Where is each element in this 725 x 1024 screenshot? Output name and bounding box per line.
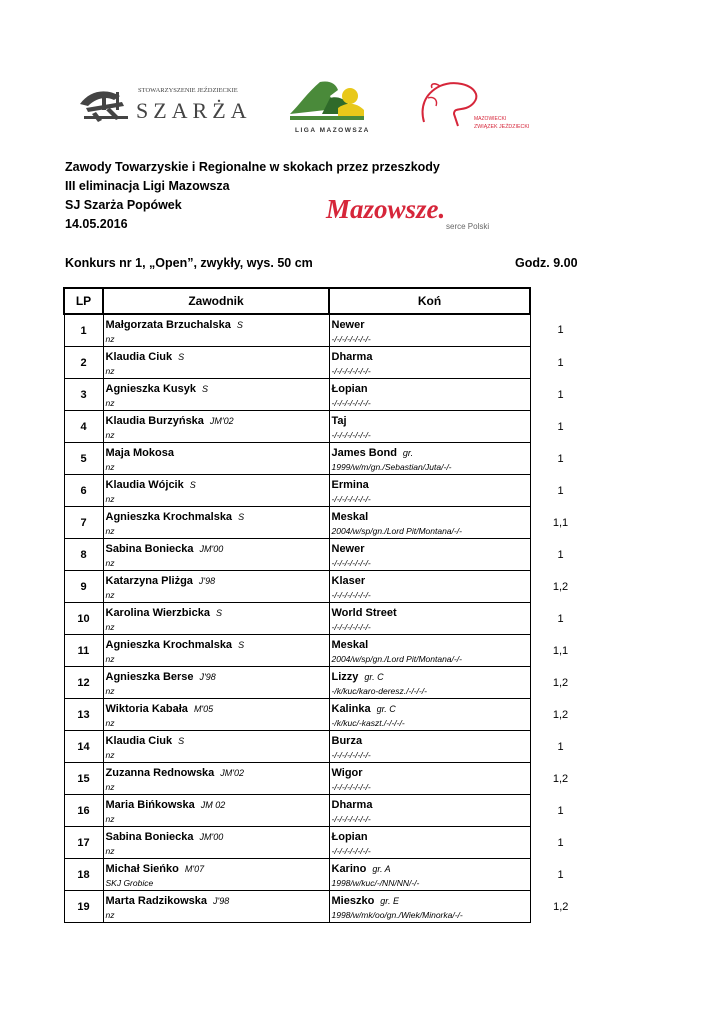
horse-info: -/k/kuc/-kaszt./-/-/-/- [331,718,405,728]
horse-name: Ermina [331,479,369,491]
rider-name: Agnieszka Kusyk [105,383,196,395]
horse-cell [329,411,530,443]
table-row [64,603,591,635]
row-lp: 4 [64,411,103,443]
table-row [64,571,591,603]
rider-club: nz [105,526,115,536]
rider-name: Sabina Boniecka [105,831,194,843]
rider-cell [103,411,329,443]
horse-info: 2004/w/sp/gn./Lord Pit/Montana/-/- [331,526,462,536]
rider-cell [103,859,329,891]
row-lp: 7 [64,507,103,539]
rider-cell [103,379,329,411]
rider-cell [103,763,329,795]
row-result: 1,2 [552,580,569,593]
rider-club: nz [105,398,115,408]
row-result: 1,2 [552,676,569,689]
liga-mazowsza-logo [290,74,368,138]
table-row [64,699,591,731]
table-row [64,827,591,859]
horse-cell [329,379,530,411]
rider-name: Zuzanna Rednowska [105,767,215,779]
row-lp: 8 [64,539,103,571]
horse-cell [329,443,530,475]
row-lp: 10 [64,603,103,635]
rider-cell [103,827,329,859]
rider-cell [103,891,329,923]
rider-cell [103,539,329,571]
horse-cell [329,539,530,571]
horse-name: Karino [331,863,367,875]
table-row [64,891,591,923]
horse-name: Mieszko [331,895,375,907]
rider-name: Agnieszka Berse [105,671,194,683]
row-result: 1 [557,804,564,817]
row-result: 1 [557,868,564,881]
rider-club: nz [105,910,115,920]
horse-info: -/-/-/-/-/-/-/- [331,366,371,376]
row-result: 1,1 [552,516,569,529]
row-lp: 5 [64,443,103,475]
row-result: 1 [557,836,564,849]
rider-cell [103,314,329,347]
row-lp: 3 [64,379,103,411]
horse-name: Łopian [331,831,368,843]
rider-class: S [178,352,185,362]
table-row [64,667,591,699]
competition-time: Godz. 9.00 [515,256,578,270]
rider-club: nz [105,366,115,376]
horse-info: -/-/-/-/-/-/-/- [331,590,371,600]
horse-cell [329,475,530,507]
row-result: 1 [557,740,564,753]
horse-group: gr. C [364,672,384,682]
rider-class: S [215,608,222,618]
table-row [64,379,591,411]
rider-cell [103,795,329,827]
row-lp: 16 [64,795,103,827]
rider-cell [103,347,329,379]
horse-info: 2004/w/sp/gn./Lord Pit/Montana/-/- [331,654,462,664]
rider-name: Karolina Wierzbicka [105,607,210,619]
rider-cell [103,475,329,507]
rider-club: nz [105,334,115,344]
horse-info: 1998/w/kuc/-/NN/NN/-/- [331,878,420,888]
rider-cell [103,699,329,731]
rider-class: S [238,640,245,650]
row-lp: 14 [64,731,103,763]
rider-class: M'05 [193,704,214,714]
horse-info: -/-/-/-/-/-/-/- [331,334,371,344]
rider-name: Maja Mokosa [105,447,174,459]
table-row [64,635,591,667]
rider-club: nz [105,494,115,504]
row-lp: 17 [64,827,103,859]
row-lp: 9 [64,571,103,603]
rider-club: nz [105,590,115,600]
rider-class: S [236,320,243,330]
rider-class: JM'02 [220,768,245,778]
horse-info: -/-/-/-/-/-/-/- [331,846,371,856]
horse-info: -/-/-/-/-/-/-/- [331,622,371,632]
row-lp: 6 [64,475,103,507]
rider-class: M'07 [184,864,205,874]
horse-name: Taj [331,415,347,427]
table-header-row [64,288,591,314]
horse-name: World Street [331,607,397,619]
horse-name: Dharma [331,351,373,363]
horse-info: -/-/-/-/-/-/-/- [331,558,371,568]
horse-cell [329,314,530,347]
horse-info: 1999/w/m/gn./Sebastian/Juta/-/- [331,462,452,472]
rider-name: Klaudia Ciuk [105,351,173,363]
szarza-logo [76,78,252,128]
start-list-table [63,287,592,923]
rider-club: nz [105,718,115,728]
rider-class: JM'00 [199,544,224,554]
rider-name: Michał Sieńko [105,863,179,875]
table-row [64,411,591,443]
horse-cell [329,699,530,731]
horse-cell [329,571,530,603]
table-row [64,763,591,795]
rider-name: Klaudia Burzyńska [105,415,204,427]
rider-class: JM'00 [199,832,224,842]
svg-text:ZWIĄZEK JEŹDZIECKI: ZWIĄZEK JEŹDZIECKI [474,124,530,130]
rider-club: nz [105,846,115,856]
event-venue: SJ Szarża Popówek [65,198,182,212]
horse-info: -/-/-/-/-/-/-/- [331,430,371,440]
row-lp: 11 [64,635,103,667]
rider-class: J'98 [198,576,216,586]
horse-name: Newer [331,543,365,555]
rider-cell [103,507,329,539]
rider-club: nz [105,462,115,472]
row-lp: 13 [64,699,103,731]
table-row [64,859,591,891]
rider-name: Małgorzata Brzuchalska [105,319,231,331]
row-lp: 19 [64,891,103,923]
rider-cell [103,571,329,603]
rider-name: Marta Radzikowska [105,895,207,907]
event-subtitle: III eliminacja Ligi Mazowsza [65,179,230,193]
horse-name: Lizzy [331,671,359,683]
horse-group: gr. C [376,704,396,714]
svg-text:STOWARZYSZENIE JEŹDZIECKIE: STOWARZYSZENIE JEŹDZIECKIE [138,87,238,94]
row-lp: 2 [64,347,103,379]
horse-cell [329,347,530,379]
horse-info: -/-/-/-/-/-/-/- [331,814,371,824]
row-result: 1 [557,484,564,497]
row-result: 1,2 [552,772,569,785]
horse-name: Wigor [331,767,363,779]
horse-info: 1998/w/mk/oo/gn./Wiek/Minorka/-/- [331,910,463,920]
rider-class: JM'02 [209,416,234,426]
rider-class: S [238,512,245,522]
rider-club: SKJ Grobice [105,878,154,888]
horse-name: Newer [331,319,365,331]
row-result: 1 [557,356,564,369]
table-row [64,314,591,347]
table-row [64,347,591,379]
table-row [64,475,591,507]
table-row [64,731,591,763]
rider-club: nz [105,782,115,792]
horse-name: Klaser [331,575,366,587]
rider-class: S [201,384,208,394]
rider-cell [103,667,329,699]
horse-cell [329,827,530,859]
svg-text:LIGA MAZOWSZA: LIGA MAZOWSZA [295,127,370,134]
col-rider-header: Zawodnik [103,288,329,314]
competition-title: Konkurs nr 1, „Open”, zwykły, wys. 50 cm [65,256,313,270]
horse-info: -/-/-/-/-/-/-/- [331,398,371,408]
horse-cell [329,859,530,891]
rider-name: Maria Bińkowska [105,799,195,811]
rider-class: J'98 [212,896,230,906]
row-result: 1 [557,548,564,561]
event-header [65,158,440,234]
rider-name: Klaudia Ciuk [105,735,173,747]
rider-club: nz [105,654,115,664]
row-lp: 12 [64,667,103,699]
horse-name: Kalinka [331,703,371,715]
svg-text:SZARŻA: SZARŻA [136,98,252,123]
rider-name: Agnieszka Krochmalska [105,511,233,523]
row-result: 1,1 [552,644,569,657]
rider-club: nz [105,814,115,824]
horse-cell [329,603,530,635]
row-result: 1,2 [553,900,569,913]
rider-name: Sabina Boniecka [105,543,194,555]
table-row [64,539,591,571]
rider-cell [103,443,329,475]
col-result-header [530,288,591,314]
horse-cell [329,891,530,923]
rider-club: nz [105,750,115,760]
col-lp-header: LP [64,288,103,314]
rider-club: nz [105,430,115,440]
horse-name: Łopian [331,383,368,395]
horse-name: Dharma [331,799,373,811]
table-row [64,443,591,475]
col-horse-header: Koń [329,288,530,314]
rider-name: Agnieszka Krochmalska [105,639,233,651]
horse-info: -/k/kuc/karo-deresz./-/-/-/- [331,686,427,696]
rider-club: nz [105,686,115,696]
horse-cell [329,635,530,667]
table-row [64,507,591,539]
svg-text:MAZOWIECKI: MAZOWIECKI [474,116,507,122]
rider-club: nz [105,622,115,632]
horse-cell [329,763,530,795]
rider-name: Klaudia Wójcik [105,479,184,491]
row-result: 1 [557,452,564,465]
svg-text:Mazowsze.: Mazowsze. [326,194,446,224]
horse-cell [329,667,530,699]
row-result: 1 [557,388,564,401]
row-result: 1 [557,612,564,625]
table-row [64,795,591,827]
horse-info: -/-/-/-/-/-/-/- [331,750,371,760]
rider-class: S [189,480,196,490]
mazowiecki-zwiazek-logo [414,78,530,134]
event-title: Zawody Towarzyskie i Regionalne w skokach przez przeszkody [65,160,440,174]
svg-text:serce Polski: serce Polski [446,222,490,231]
rider-class: JM 02 [200,800,226,810]
row-result: 1 [557,420,564,433]
row-result: 1,2 [552,708,569,721]
horse-group: gr. [402,448,414,458]
row-result: 1 [557,324,564,337]
horse-name: James Bond [331,447,397,459]
horse-cell [329,731,530,763]
rider-cell [103,731,329,763]
rider-class: J'98 [199,672,216,682]
horse-info: -/-/-/-/-/-/-/- [331,494,371,504]
horse-name: Meskal [331,511,369,523]
horse-group: gr. A [372,864,391,874]
horse-group: gr. E [380,896,399,906]
horse-cell [329,507,530,539]
rider-class: S [178,736,185,746]
rider-club: nz [105,558,115,568]
row-lp: 18 [64,859,103,891]
horse-cell [329,795,530,827]
row-lp: 15 [64,763,103,795]
rider-name: Katarzyna Pliżga [105,575,193,587]
horse-name: Burza [331,735,363,747]
rider-cell [103,603,329,635]
horse-info: -/-/-/-/-/-/-/- [331,782,371,792]
event-date: 14.05.2016 [65,217,128,231]
rider-cell [103,635,329,667]
horse-name: Meskal [331,639,369,651]
rider-name: Wiktoria Kabała [105,703,188,715]
row-lp: 1 [64,314,103,347]
